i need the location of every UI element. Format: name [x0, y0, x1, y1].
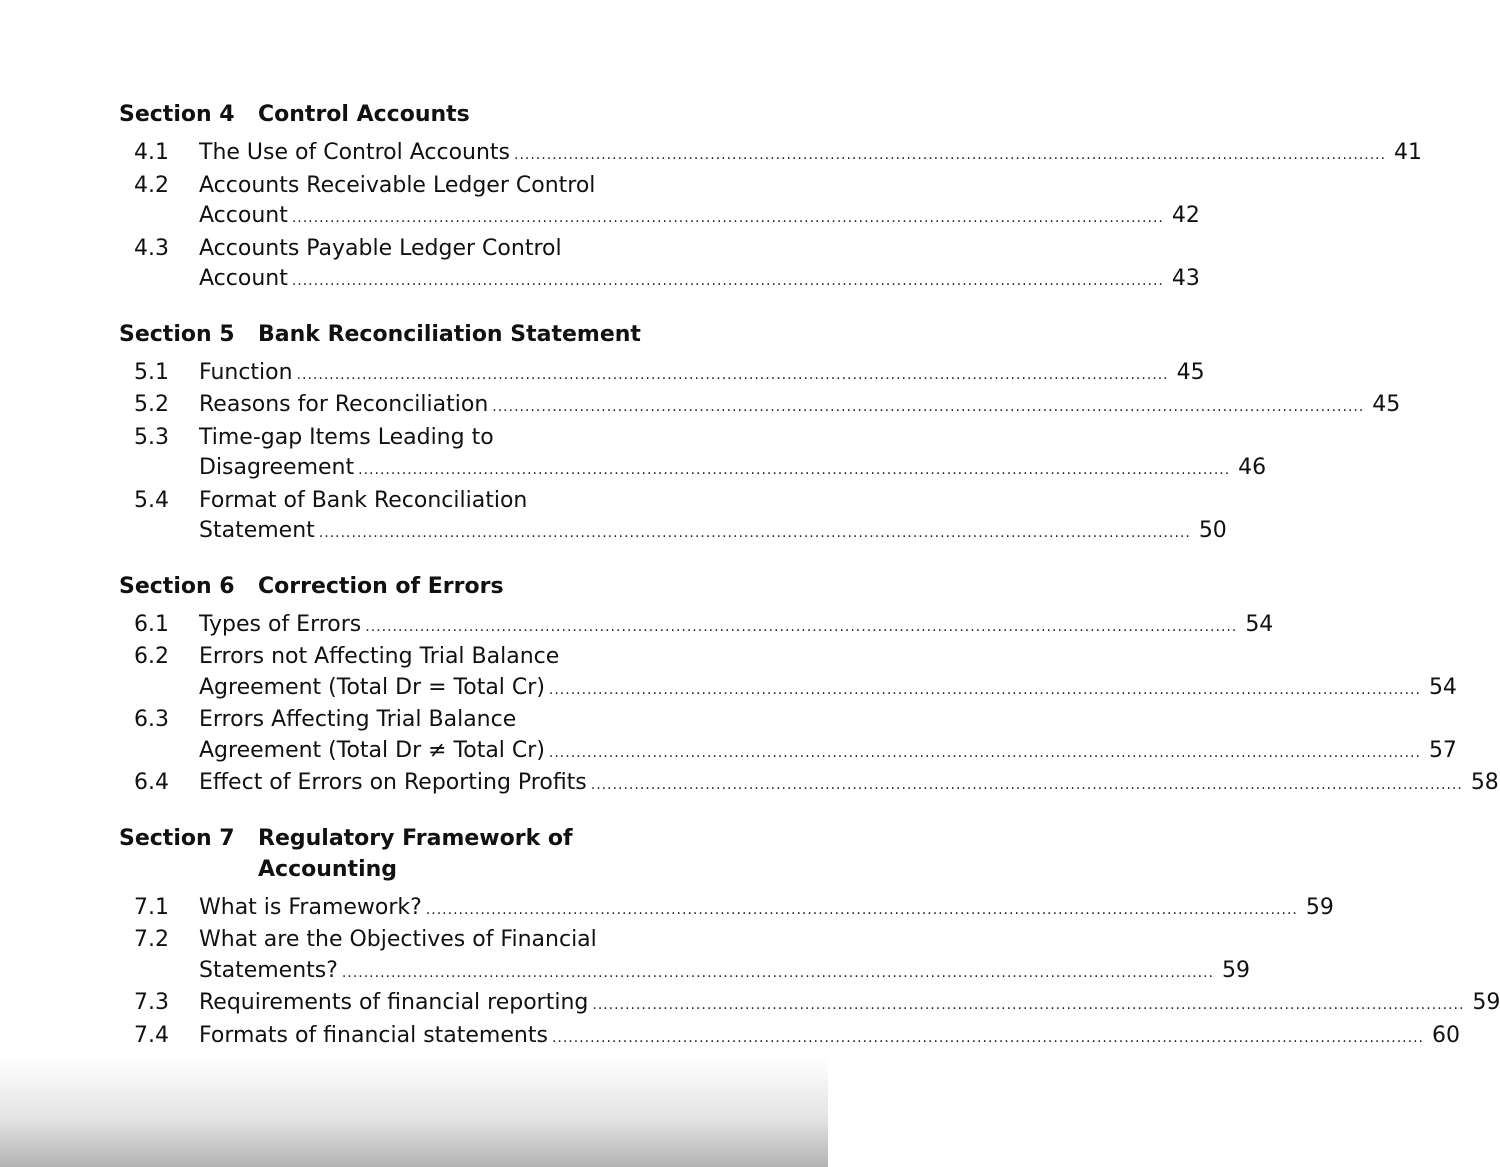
entry-body [199, 390, 1400, 423]
entry-number: 6.4 [134, 770, 169, 795]
toc-entry[interactable] [119, 390, 1401, 423]
section-label: Section 6 [119, 573, 235, 599]
entry-title-text: What is Framework? [199, 894, 422, 920]
entry-body [199, 423, 1266, 486]
section-label: Section 5 [119, 321, 235, 347]
entry-number: 7.1 [134, 894, 169, 920]
entry-number: 4.2 [134, 172, 169, 198]
page-number: 41 [1394, 140, 1423, 165]
entry-title-text: Accounts Payable Ledger Control [199, 235, 562, 261]
section-heading [119, 319, 709, 350]
dot-leader [591, 770, 1463, 801]
entry-line [199, 925, 1250, 956]
page-number: 45 [1176, 359, 1205, 385]
entry-title-text: The Use of Control Accounts [199, 140, 511, 165]
dot-leader [342, 958, 1214, 989]
page-number: 58 [1470, 770, 1499, 795]
dot-leader [292, 203, 1164, 234]
toc-entry[interactable] [119, 138, 1423, 171]
entry-body [199, 486, 1227, 549]
entry-line [199, 673, 1457, 706]
entry-body [199, 768, 1499, 801]
page-number: 42 [1171, 203, 1200, 228]
entry-line [199, 486, 1227, 517]
entry-line [199, 138, 1422, 171]
entry-line [199, 234, 1200, 265]
entry-line [199, 705, 1457, 736]
toc-entry[interactable] [119, 705, 1457, 768]
section-heading [119, 571, 709, 602]
entry-title-text: Time-gap Items Leading to [199, 424, 494, 450]
entry-body [199, 171, 1200, 234]
page-number: 59 [1221, 957, 1250, 983]
section-title: Bank Reconciliation Statement [258, 321, 641, 347]
entry-title-text: Reasons for Reconciliation [199, 392, 489, 417]
toc-section [119, 823, 1500, 1054]
entry-number: 5.3 [134, 424, 169, 450]
entry-line [199, 201, 1200, 234]
entry-title-text: Effect of Errors on Reporting Profits [199, 770, 587, 795]
entry-number: 4.1 [134, 140, 169, 165]
toc-section [119, 571, 1499, 801]
entry-line [199, 264, 1200, 297]
page-number: 54 [1245, 611, 1274, 637]
entry-body [199, 138, 1422, 171]
toc-entry[interactable] [119, 1021, 1460, 1054]
toc-section [119, 99, 1423, 297]
entry-title-text: Statement [199, 518, 315, 543]
section-title: Regulatory Framework of Accounting [258, 825, 573, 882]
entry-title-text: Format of Bank Reconciliation [199, 487, 528, 513]
entry-line [199, 423, 1266, 454]
page-number: 45 [1372, 392, 1401, 417]
toc-entry[interactable] [119, 925, 1250, 988]
section-label: Section 4 [119, 102, 235, 127]
toc-entry[interactable] [119, 358, 1205, 391]
page-number: 46 [1238, 455, 1267, 480]
toc-entry[interactable] [119, 423, 1267, 486]
entry-line [199, 610, 1273, 643]
entry-number: 4.3 [134, 235, 169, 261]
entry-title-text: Account [199, 266, 288, 291]
entry-title-text: What are the Objectives of Financial [199, 927, 597, 952]
table-of-contents [119, 99, 1500, 1075]
entry-title-text: Account [199, 203, 288, 228]
entry-number: 7.2 [134, 927, 169, 952]
entry-title-text: Types of Errors [199, 611, 362, 637]
entry-title-text: Statements? [199, 957, 338, 983]
entry-line [199, 956, 1250, 989]
section-label: Section 7 [119, 825, 235, 851]
entry-body [199, 234, 1200, 297]
entry-body [199, 925, 1250, 988]
dot-leader [552, 1023, 1424, 1054]
entry-line [199, 1021, 1460, 1054]
dot-leader [549, 738, 1421, 769]
entry-body [199, 988, 1500, 1021]
toc-section [119, 319, 1401, 549]
toc-entry[interactable] [119, 486, 1227, 549]
page-number: 59 [1472, 990, 1500, 1015]
page-number: 59 [1305, 894, 1334, 920]
dot-leader [492, 392, 1364, 423]
dot-leader [297, 360, 1169, 391]
entry-body [199, 705, 1457, 768]
entry-line [199, 736, 1457, 769]
section-title: Correction of Errors [258, 573, 504, 599]
page-number: 60 [1431, 1022, 1460, 1048]
entry-number: 7.4 [134, 1022, 169, 1048]
page-number: 54 [1428, 674, 1457, 700]
entry-line [199, 358, 1205, 391]
entry-body [199, 358, 1205, 391]
entry-body [199, 893, 1334, 926]
entry-number: 5.4 [134, 487, 169, 513]
toc-entry[interactable] [119, 768, 1499, 801]
page-number: 50 [1198, 518, 1227, 543]
entry-title-text: Function [199, 359, 293, 385]
entry-line [199, 390, 1400, 423]
entry-line [199, 453, 1266, 486]
entry-title-text: Disagreement [199, 455, 355, 480]
entry-title-text: Errors not Affecting Trial Balance [199, 644, 560, 669]
section-heading [119, 823, 709, 885]
entry-line [199, 768, 1499, 801]
entry-line [199, 893, 1334, 926]
entry-line [199, 642, 1457, 673]
dot-leader [319, 518, 1191, 549]
entry-number: 6.1 [134, 611, 169, 637]
entry-number: 6.3 [134, 707, 169, 732]
section-title: Control Accounts [258, 102, 470, 127]
entry-title-text: Agreement (Total Dr = Total Cr) [199, 674, 545, 700]
page-number: 43 [1171, 266, 1200, 291]
entry-number: 5.2 [134, 392, 169, 417]
entry-line [199, 988, 1500, 1021]
toc-entry[interactable] [119, 642, 1457, 705]
dot-leader [592, 990, 1464, 1021]
toc-entry[interactable] [119, 893, 1334, 926]
entry-line [199, 171, 1200, 202]
entry-body [199, 1021, 1460, 1054]
entry-title-text: Errors Affecting Trial Balance [199, 707, 517, 732]
entry-number: 5.1 [134, 359, 169, 385]
dot-leader [358, 455, 1230, 486]
entry-title-text: Requirements of financial reporting [199, 990, 589, 1015]
entry-body [199, 642, 1457, 705]
dot-leader [549, 675, 1421, 706]
entry-title-text: Accounts Receivable Ledger Control [199, 172, 596, 198]
toc-entry[interactable] [119, 171, 1200, 234]
entry-number: 6.2 [134, 644, 169, 669]
toc-entry[interactable] [119, 234, 1200, 297]
entry-number: 7.3 [134, 990, 169, 1015]
entry-title-text: Formats of financial statements [199, 1022, 548, 1048]
dot-leader [365, 612, 1237, 643]
dot-leader [426, 895, 1298, 926]
page-number: 57 [1428, 737, 1457, 763]
dot-leader [292, 266, 1164, 297]
entry-body [199, 610, 1273, 643]
entry-title-text: Agreement (Total Dr ≠ Total Cr) [199, 737, 545, 763]
section-heading [119, 99, 709, 130]
entry-line [199, 516, 1227, 549]
toc-entry[interactable] [119, 610, 1274, 643]
toc-entry[interactable] [119, 988, 1500, 1021]
dot-leader [514, 140, 1386, 171]
